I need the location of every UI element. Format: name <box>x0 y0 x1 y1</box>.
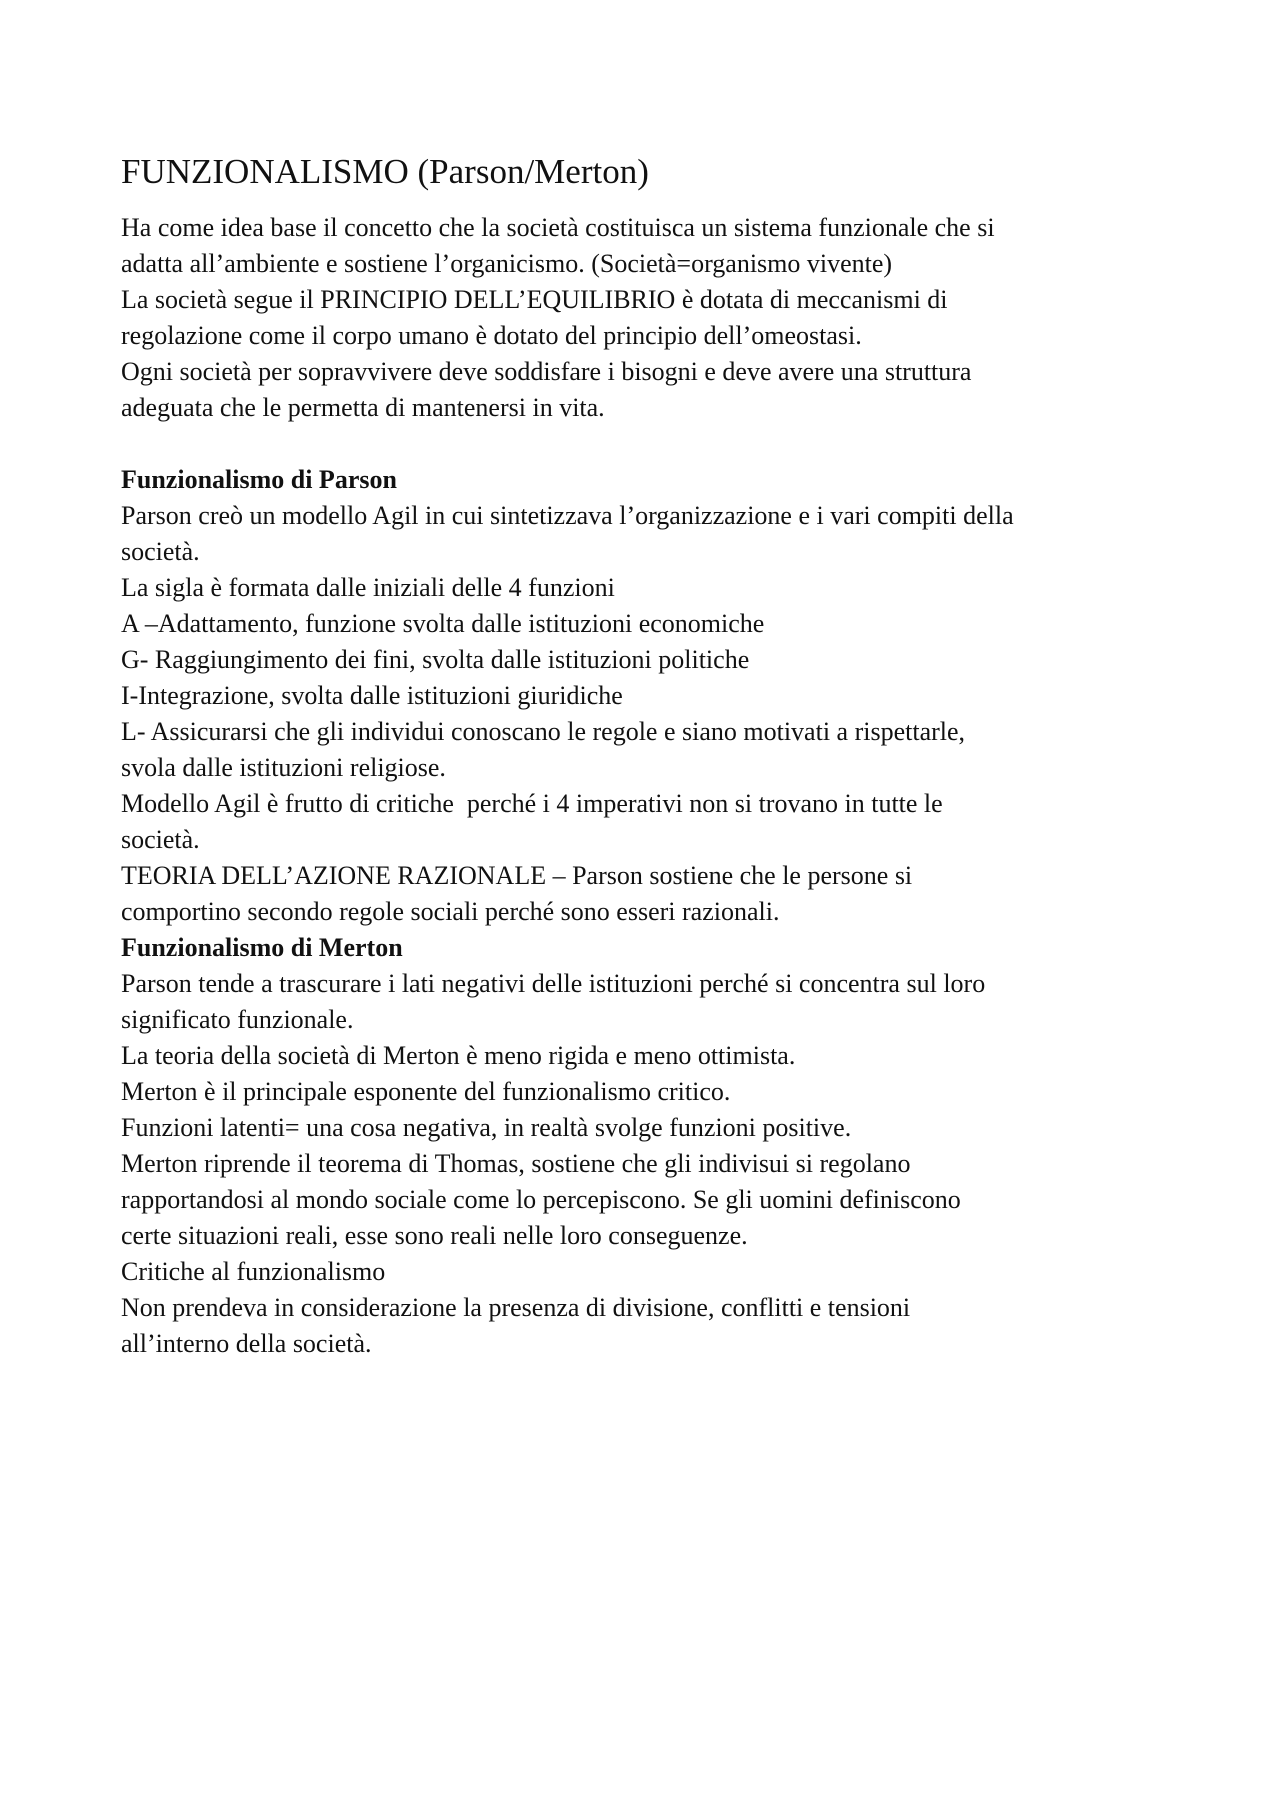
parson-section <box>121 462 1181 930</box>
merton-line: significato funzionale. <box>121 1005 354 1034</box>
merton-line: Parson tende a trascurare i lati negativi delle istituzioni perché si concentra sul loro <box>121 969 986 998</box>
parson-line: comportino secondo regole sociali perché sono esseri razionali. <box>121 897 780 926</box>
parson-line: società. <box>121 537 200 566</box>
parson-line: La sigla è formata dalle iniziali delle 4 funzioni <box>121 573 615 602</box>
document-content <box>121 150 1181 1362</box>
intro-line: Ha come idea base il concetto che la società costituisca un sistema funzionale che si <box>121 213 995 242</box>
parson-line: A –Adattamento, funzione svolta dalle istituzioni economiche <box>121 609 765 638</box>
parson-line: I-Integrazione, svolta dalle istituzioni giuridiche <box>121 681 623 710</box>
merton-heading: Funzionalismo di Merton <box>121 933 403 962</box>
parson-line: TEORIA DELL’AZIONE RAZIONALE – Parson sostiene che le persone si <box>121 861 913 890</box>
merton-line: all’interno della società. <box>121 1329 372 1358</box>
parson-heading: Funzionalismo di Parson <box>121 465 397 494</box>
intro-line: Ogni società per sopravvivere deve soddisfare i bisogni e deve avere una struttura <box>121 357 972 386</box>
paragraph-spacer <box>121 426 1181 462</box>
merton-line: Merton è il principale esponente del funzionalismo critico. <box>121 1077 731 1106</box>
parson-line: società. <box>121 825 200 854</box>
parson-line: Parson creò un modello Agil in cui sintetizzava l’organizzazione e i vari compiti della <box>121 501 1014 530</box>
intro-line: adatta all’ambiente e sostiene l’organicismo. (Società=organismo vivente) <box>121 249 893 278</box>
merton-line: rapportandosi al mondo sociale come lo percepiscono. Se gli uomini definiscono <box>121 1185 961 1214</box>
intro-section <box>121 210 1181 426</box>
document-title: FUNZIONALISMO (Parson/Merton) <box>121 152 649 191</box>
merton-line: La teoria della società di Merton è meno rigida e meno ottimista. <box>121 1041 796 1070</box>
parson-line: svola dalle istituzioni religiose. <box>121 753 446 782</box>
intro-line: La società segue il PRINCIPIO DELL’EQUILIBRIO è dotata di meccanismi di <box>121 285 948 314</box>
merton-section <box>121 930 1181 1362</box>
merton-line: Non prendeva in considerazione la presenza di divisione, conflitti e tensioni <box>121 1293 911 1322</box>
intro-line: adeguata che le permetta di mantenersi in vita. <box>121 393 605 422</box>
parson-line: Modello Agil è frutto di critiche perché i 4 imperativi non si trovano in tutte le <box>121 789 943 818</box>
merton-line: certe situazioni reali, esse sono reali nelle loro conseguenze. <box>121 1221 748 1250</box>
parson-line: G- Raggiungimento dei fini, svolta dalle istituzioni politiche <box>121 645 750 674</box>
intro-line: regolazione come il corpo umano è dotato del principio dell’omeostasi. <box>121 321 862 350</box>
parson-line: L- Assicurarsi che gli individui conoscano le regole e siano motivati a rispettarle, <box>121 717 966 746</box>
merton-line: Funzioni latenti= una cosa negativa, in realtà svolge funzioni positive. <box>121 1113 852 1142</box>
merton-line: Critiche al funzionalismo <box>121 1257 386 1286</box>
merton-line: Merton riprende il teorema di Thomas, sostiene che gli indivisui si regolano <box>121 1149 911 1178</box>
